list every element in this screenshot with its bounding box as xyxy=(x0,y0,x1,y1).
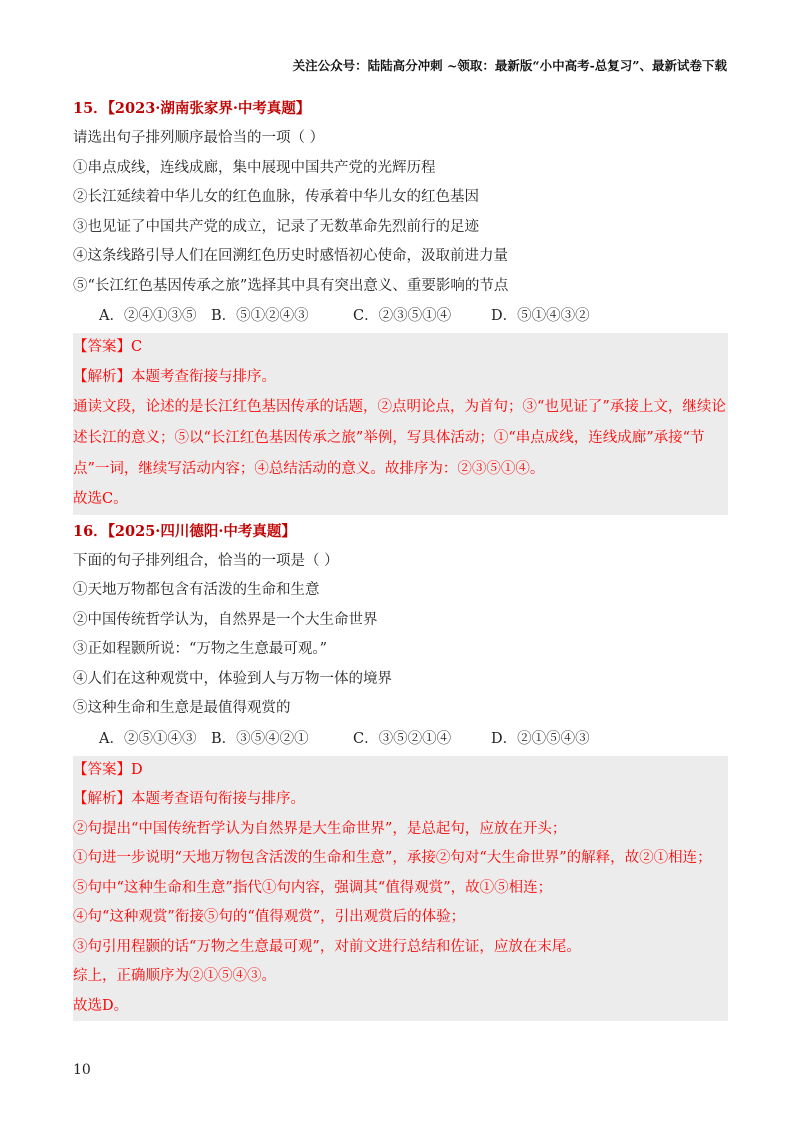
question-source: 【2023·湖南张家界·中考真题】 xyxy=(107,100,311,117)
sentence-item: ①天地万物都包含有活泼的生命和生意 xyxy=(73,582,320,598)
option-d: D．⑤①④③② xyxy=(491,308,590,324)
analysis-heading: 【解析】本题考查衔接与排序。 xyxy=(73,368,276,385)
option-a: A．②④①③⑤ xyxy=(99,308,197,324)
option-a: A．②⑤①④③ xyxy=(99,730,197,747)
question-number: 15． xyxy=(73,100,108,117)
question-prompt: 请选出句子排列顺序最恰当的一项（ ） xyxy=(73,130,325,146)
question-source: 【2025·四川德阳·中考真题】 xyxy=(107,522,296,540)
analysis-conclusion: 故选C。 xyxy=(73,491,128,507)
sentence-item: ②中国传统哲学认为，自然界是一个大生命世界 xyxy=(73,611,378,628)
analysis-text: 综上，正确顺序为②①⑤④③。 xyxy=(73,968,276,984)
analysis-text: 通读文段，论述的是长江红色基因传承的话题，②点明论点，为首句；③“也见证了”承接上文，继续论述长江的意义；⑤以“长江红色基因传承之旅”举例，写具体活动；①“串点成线，连线成廊”承接“节点”一词，继续写活动内容；④总结活动的意义。故排序为：②③⑤①④。 xyxy=(73,399,726,477)
sentence-item: ③也见证了中国共产党的成立，记录了无数革命先烈前行的足迹 xyxy=(73,218,479,235)
question-prompt: 下面的句子排列组合，恰当的一项是（ ） xyxy=(73,552,339,569)
sentence-item: ⑤“长江红色基因传承之旅”选择其中具有突出意义、重要影响的节点 xyxy=(73,277,509,294)
option-b: B．⑤①②④③ xyxy=(211,308,309,324)
answer-analysis-box xyxy=(73,333,728,515)
option-c: C．③⑤②①④ xyxy=(353,730,452,747)
page-content xyxy=(73,94,728,1023)
option-c: C．②③⑤①④ xyxy=(353,308,452,324)
option-b: B．③⑤④②① xyxy=(211,730,309,747)
analysis-text: ③句引用程颢的话“万物之生意最可观”，对前文进行总结和佐证，应放在末尾。 xyxy=(73,938,581,955)
sentence-item: ①串点成线，连线成廊，集中展现中国共产党的光辉历程 xyxy=(73,159,436,176)
analysis-text: ①句进一步说明“天地万物包含活泼的生命和生意”，承接②句对“大生命世界”的解释，故②①相连； xyxy=(73,850,712,866)
sentence-item: ③正如程颢所说：“万物之生意最可观。” xyxy=(73,641,328,657)
page-number: 10 xyxy=(73,1062,91,1078)
question-15-title xyxy=(73,94,728,124)
answer-options xyxy=(73,301,728,331)
analysis-conclusion: 故选D。 xyxy=(73,997,129,1014)
analysis-text: ②句提出“中国传统哲学认为自然界是大生命世界”，是总起句，应放在开头； xyxy=(73,820,567,837)
analysis-text: ④句“这种观赏”衔接⑤句的“值得观赏”，引出观赏后的体验； xyxy=(73,909,466,925)
sentence-item: ④这条线路引导人们在回溯红色历史时感悟初心使命，汲取前进力量 xyxy=(73,248,508,264)
sentence-item: ②长江延续着中华儿女的红色血脉，传承着中华儿女的红色基因 xyxy=(73,189,479,205)
analysis-heading: 【解析】本题考查语句衔接与排序。 xyxy=(73,791,305,807)
answer-options xyxy=(73,724,728,754)
page-header: 关注公众号：陆陆高分冲刺 ~领取：最新版“小中高考-总复习”、最新试卷下载 xyxy=(292,58,727,73)
question-number: 16． xyxy=(73,522,108,540)
answer-label: 【答案】D xyxy=(73,761,143,778)
answer-analysis-box xyxy=(73,756,728,1022)
question-16-title xyxy=(73,517,728,547)
answer-label: 【答案】C xyxy=(73,339,143,355)
sentence-item: ⑤这种生命和生意是最值得观赏的 xyxy=(73,700,291,716)
option-d: D．②①⑤④③ xyxy=(491,730,590,747)
analysis-text: ⑤句中“这种生命和生意”指代①句内容，强调其“值得观赏”，故①⑤相连； xyxy=(73,879,553,896)
sentence-item: ④人们在这种观赏中，体验到人与万物一体的境界 xyxy=(73,670,392,687)
